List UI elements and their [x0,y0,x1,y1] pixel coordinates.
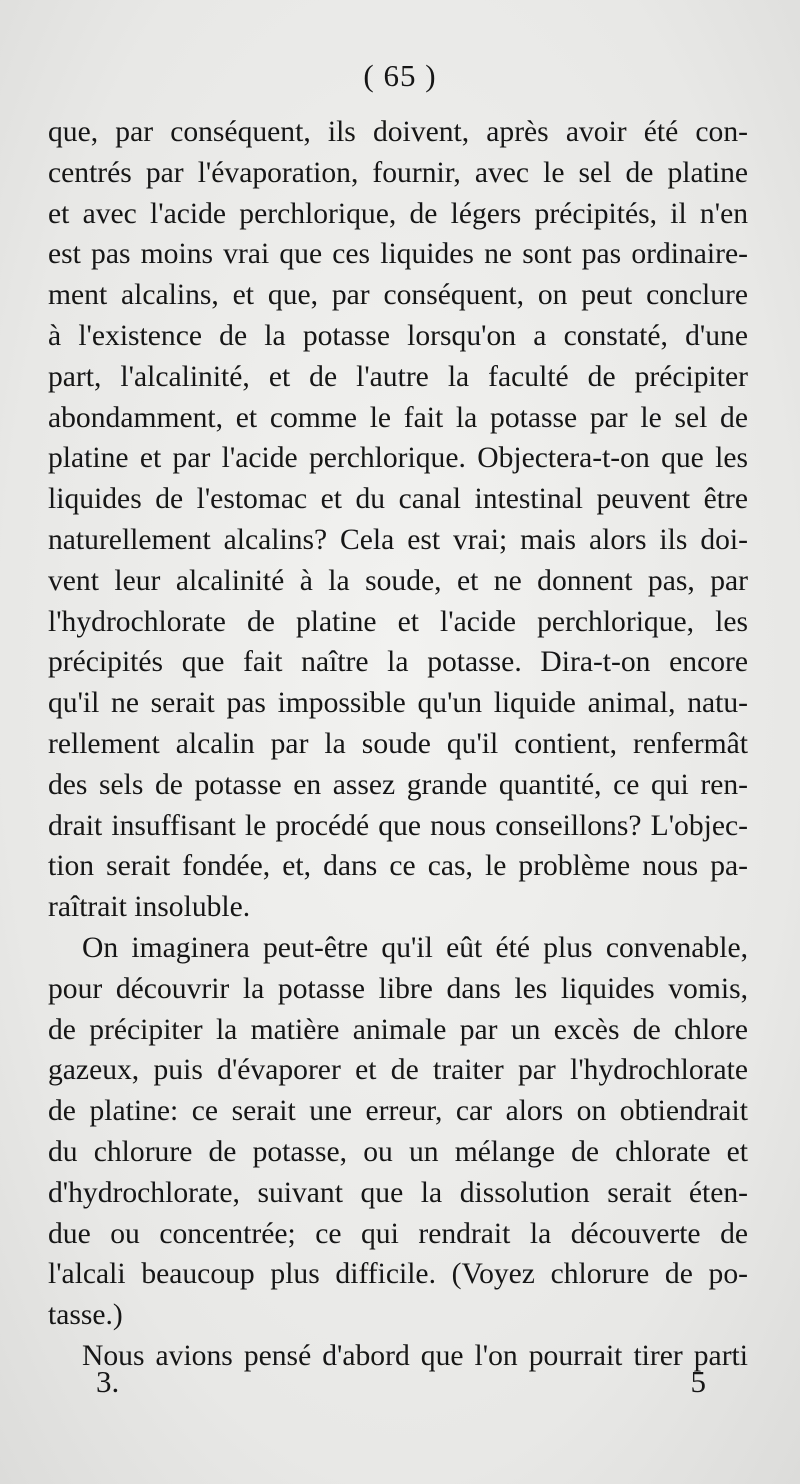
page-footer [96,1364,706,1400]
text-line: à l'existence de la potasse lorsqu'on a constaté, d'une [48,319,748,352]
text-line: drait insuffisant le procédé que nous conseillons? L'objec- [48,809,748,842]
text-line: l'alcali beaucoup plus difficile. (Voyez chlorure de po- [48,1258,748,1291]
text-line: due ou concentrée; ce qui rendrait la découverte de [48,1217,748,1250]
text-line: naturellement alcalins? Cela est vrai; mais alors ils doi- [48,523,748,556]
text-line: rellement alcalin par la soude qu'il contient, renfermât [48,727,748,760]
text-line: On imaginera peut-être qu'il eût été plus convenable, [82,931,748,964]
text-line: tasse.) [48,1299,123,1332]
text-line: l'hydrochlorate de platine et l'acide perchlorique, les [48,605,748,638]
text-line: Nous avions pensé d'abord que l'on pourrait tirer parti [82,1339,748,1372]
text-line: des sels de potasse en assez grande quantité, ce qui ren- [48,768,748,801]
page-number: ( 65 ) [363,58,437,93]
body-text [48,112,748,1377]
text-line: précipités que fait naître la potasse. Dira-t-on encore [48,646,748,679]
text-line: raîtrait insoluble. [48,891,251,924]
text-line: pour découvrir la potasse libre dans les liquides vomis, [48,972,748,1005]
text-line: vent leur alcalinité à la soude, et ne donnent pas, par [48,564,748,597]
text-line: de platine: ce serait une erreur, car alors on obtiendrait [48,1095,748,1128]
text-line: liquides de l'estomac et du canal intestinal peuvent être [48,483,748,516]
signature-mark: 3. [96,1364,120,1399]
text-line: que, par conséquent, ils doivent, après avoir été con- [48,116,748,148]
text-line: tion serait fondée, et, dans ce cas, le problème nous pa- [48,850,748,883]
text-line: du chlorure de potasse, ou un mélange de chlorate et [48,1135,748,1168]
text-line: gazeux, puis d'évaporer et de traiter par l'hydrochlorate [48,1054,748,1087]
text-line: ment alcalins, et que, par conséquent, on peut conclure [48,279,748,312]
text-line: d'hydrochlorate, suivant que la dissolution serait éten- [48,1176,748,1209]
text-line: abondamment, et comme le fait la potasse par le sel de [48,401,748,434]
text-line: qu'il ne serait pas impossible qu'un liquide animal, natu- [48,687,748,720]
text-line: est pas moins vrai que ces liquides ne sont pas ordinaire- [48,238,748,271]
text-line: centrés par l'évaporation, fournir, avec le sel de platine [48,156,748,189]
text-line: de précipiter la matière animale par un excès de chlore [48,1013,748,1046]
text-line: et avec l'acide perchlorique, de légers précipités, il n'en [48,197,748,230]
text-line: part, l'alcalinité, et de l'autre la faculté de précipiter [48,360,748,393]
sheet-number: 5 [690,1364,706,1399]
text-line: platine et par l'acide perchlorique. Objectera-t-on que les [48,442,748,475]
